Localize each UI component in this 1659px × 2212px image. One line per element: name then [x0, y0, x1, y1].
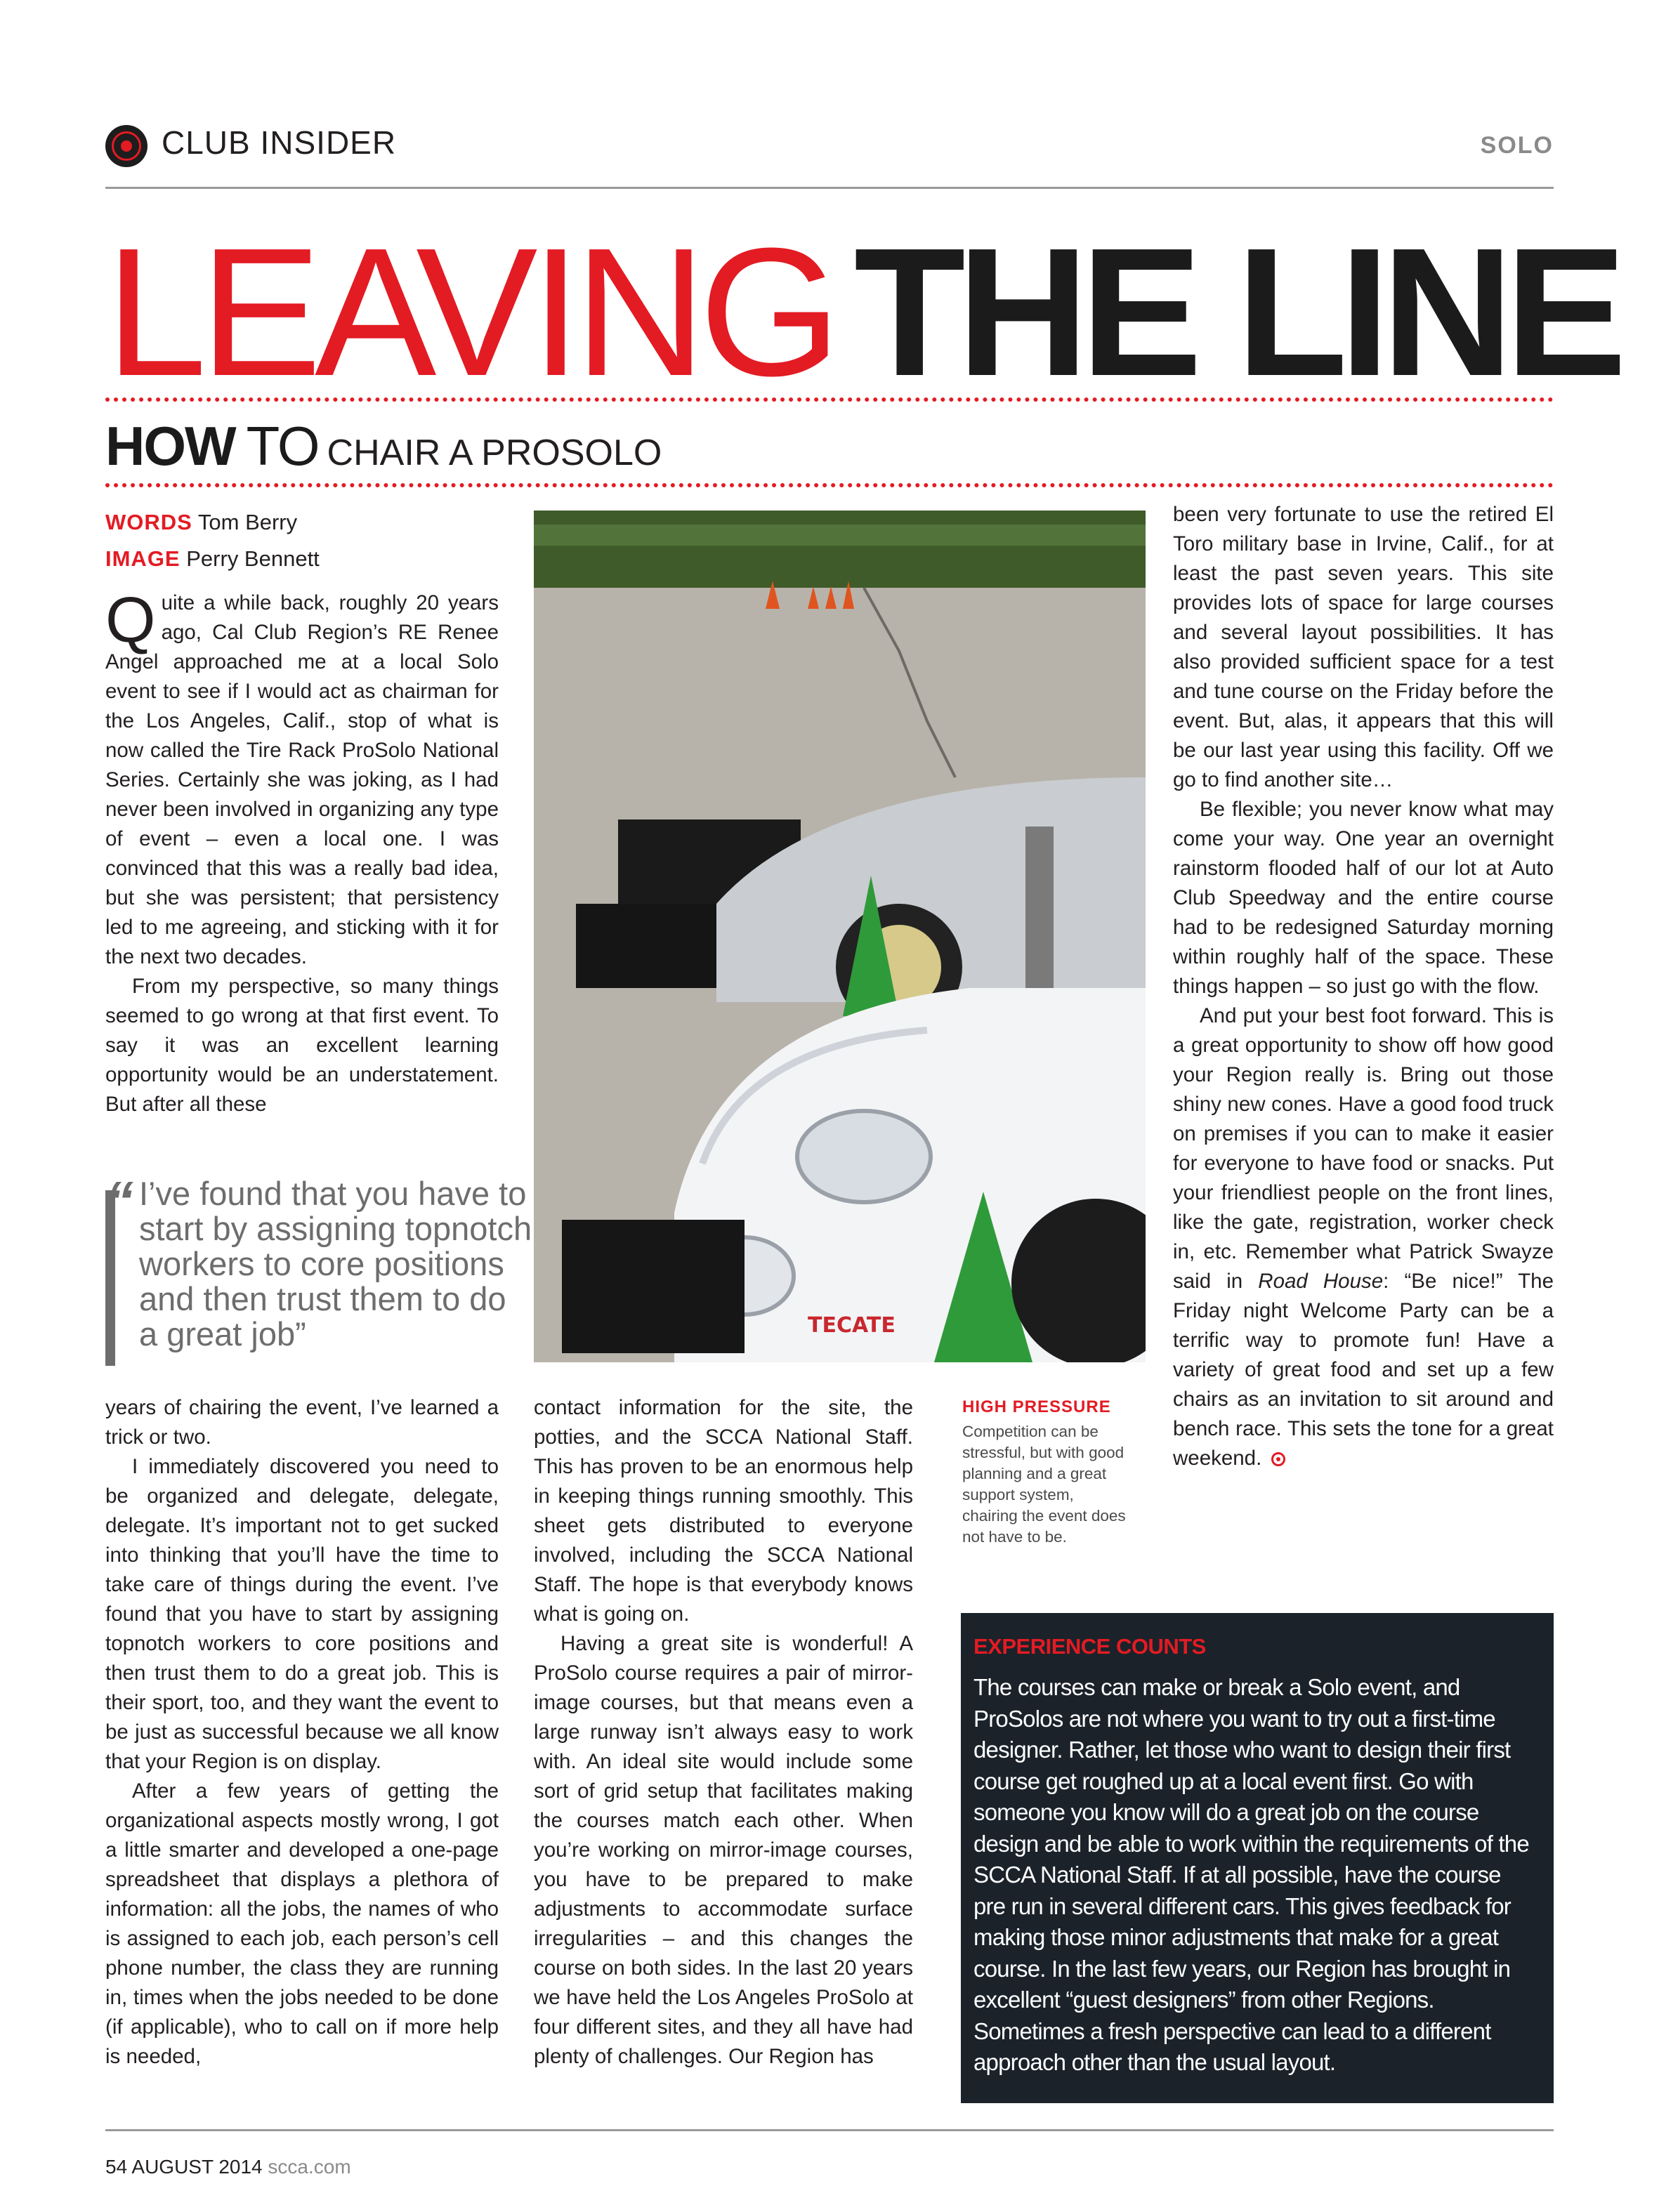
- col1-paragraph-1: uite a while back, roughly 20 years ago, Cal Club Region’s RE Renee Angel approached me at a local Solo event to see if I would act as chairman for the Los Angeles, Calif., stop of what is now called the Tire Rack ProSolo National Series. Certainly she was joking, as I had never been involved in organizing any type of event – even a local one. I was convinced that this was a really bad idea, but she was persistent; that persistency led to me agreeing, and sticking with it for the next two decades.: [105, 591, 499, 968]
- dotted-divider-top: [105, 397, 1554, 402]
- column-3: [1173, 500, 1554, 1473]
- photo-autocross-cars: [534, 511, 1146, 1362]
- caption-body: Competition can be stressful, but with good planning and a great support system, chairing the event does not have to be.: [962, 1423, 1126, 1546]
- category-label: SOLO: [1480, 132, 1554, 159]
- subhead-how: HOW: [105, 415, 235, 477]
- col1-paragraph-3: years of chairing the event, I’ve learned a trick or two.: [105, 1396, 499, 1449]
- site-link[interactable]: scca.com: [268, 2156, 351, 2178]
- issue-date: AUGUST 2014: [131, 2156, 263, 2178]
- col3-movie-title: Road House: [1258, 1270, 1384, 1293]
- col1-paragraph-4: I immediately discovered you need to be organized and delegate, delegate, delegate. It’s important not to get sucked into thinking that you’ll have the time to take care of things during the event. I’ve found that you have to start by assigning topnotch workers to core positions and then trust them to do a great job. This is their sport, too, and they want the event to be just as successful because we all know that your Region is on display.: [105, 1455, 499, 1773]
- subhead: [105, 414, 662, 478]
- quote-mark-icon: “: [105, 1170, 133, 1232]
- scca-logo-icon: [105, 125, 147, 167]
- image-label: IMAGE: [105, 546, 181, 571]
- col2-paragraph-2: Having a great site is wonderful! A ProSolo course requires a pair of mirror-image courses, but that means even a large runway isn’t always easy to work with. An ideal site would include some sort of grid setup that facilitates making the courses match each other. When you’re working on mirror-image courses, you have to be prepared to make adjustments to accommodate surface irregularities – and this changes the course on both sides. In the last 20 years we have held the Los Angeles ProSolo at four different sites, and they all have had plenty of challenges. Our Region has: [534, 1632, 913, 2068]
- col3-paragraph-3a: And put your best foot forward. This is a great opportunity to show off how good your Region really is. Bring out those shiny new cones. Have a good food truck on premises if you can to make it easier for everyone to have food or snacks. Put your friendliest people on the front lines, like the gate, registration, worker check in, etc. Remember what Patrick Swayze said in: [1173, 1004, 1554, 1293]
- col3-paragraph-2: Be flexible; you never know what may come your way. One year an overnight rainstorm flooded half of our lot at Auto Club Speedway and the entire course had to be redesigned Saturday morning within roughly half of the space. These things happen – so just go with the flow.: [1173, 798, 1554, 998]
- col3-paragraph-1: been very fortunate to use the retired El Toro military base in Irvine, Calif., for at least the past seven years. This site provides lots of space for large courses and several layout possibilities. It has also provided sufficient space for a test and tune course on the Friday before the event. But, alas, it appears that this will be our last year using this facility. Off we go to find another site…: [1173, 503, 1554, 791]
- pull-quote-text: I’ve found that you have to start by assigning topnotch workers to core positions and then trust them to do a great job”: [139, 1175, 532, 1352]
- section-label: CLUB INSIDER: [162, 124, 397, 161]
- headline-part1: LEAVING: [105, 211, 834, 414]
- footer-rule: [105, 2129, 1554, 2131]
- page-number: 54: [105, 2156, 128, 2178]
- column-1-top: [105, 584, 499, 1119]
- column-2: [534, 1393, 913, 2072]
- credits: [105, 504, 320, 577]
- col2-paragraph-1: contact information for the site, the potties, and the SCCA National Staff. This has proven to be an enormous help in keeping things running smoothly. This sheet gets distributed to everyone involved, including the SCCA National Staff. The hope is that everybody knows what is going on.: [534, 1396, 913, 1626]
- col3-paragraph-3b: : “Be nice!” The Friday night Welcome Party can be a terrific way to promote fun! Have a variety of great food and set up a few chairs as an invitation to sit around and bench race. This sets the tone for a great weekend.: [1173, 1270, 1554, 1470]
- sidebar-experience-counts: [961, 1613, 1554, 2103]
- sidebar-body: The courses can make or break a Solo event, and ProSolos are not where you want to try out a first-time designer. Rather, let those who want to design their first course get roughed up at a local event first. Go with someone you know will do a great job on the course design and be able to work within the requirements of the SCCA National Staff. If at all possible, have the course pre run in several different cars. This gives feedback for making those minor adjustments that make for a great course. In the last few years, our Region has brought in excellent “guest designers” from other Regions. Sometimes a fresh perspective can lead to a different approach other than the usual layout.: [973, 1674, 1529, 2075]
- subhead-to: TO: [246, 415, 319, 477]
- photo-caption: [962, 1397, 1131, 1548]
- headline-part2: THE LINE: [853, 211, 1619, 414]
- words-label: WORDS: [105, 510, 192, 534]
- column-1-bottom: [105, 1393, 499, 2072]
- end-mark-icon: [1271, 1452, 1285, 1466]
- caption-title: HIGH PRESSURE: [962, 1397, 1111, 1416]
- dotted-divider-bottom: [105, 483, 1554, 487]
- footer: [105, 2156, 351, 2178]
- headline: [105, 211, 1619, 414]
- subhead-rest: CHAIR A PROSOLO: [327, 433, 662, 473]
- sidebar-title: EXPERIENCE COUNTS: [973, 1634, 1206, 1659]
- dropcap: Q: [105, 584, 156, 656]
- photo-sponsor-text: TECATE: [808, 1313, 896, 1338]
- image-name: Perry Bennett: [186, 546, 320, 571]
- col1-paragraph-5: After a few years of getting the organizational aspects mostly wrong, I got a little smarter and developed a one-page spreadsheet that displays a plethora of information: all the jobs, the names of who is assigned to each job, each person’s cell phone number, the class they are running in, times when the jobs needed to be done (if applicable), who to call on if more help is needed,: [105, 1779, 499, 2068]
- col1-paragraph-2: From my perspective, so many things seemed to go wrong at that first event. To say it was an excellent learning opportunity would be an understatement. But after all these: [105, 975, 499, 1116]
- words-name: Tom Berry: [197, 510, 298, 534]
- col3-paragraph-3: [1173, 1001, 1554, 1473]
- header-rule: [105, 187, 1554, 189]
